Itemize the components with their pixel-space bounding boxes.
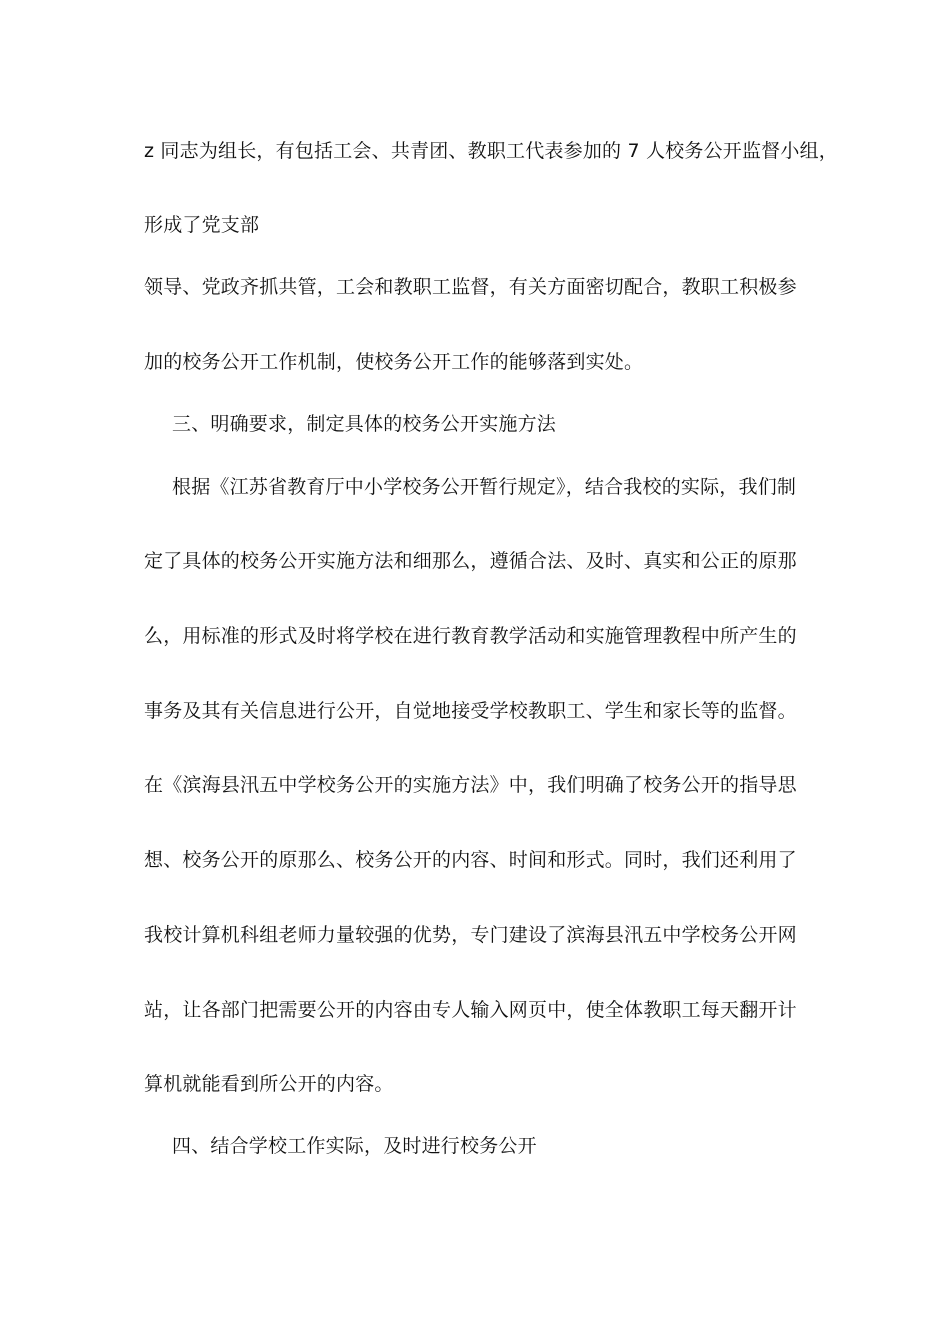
text-line-8: 么，用标准的形式及时将学校在进行教育教学活动和实施管理教程中所产生的 — [144, 625, 797, 647]
text-line-13: 站，让各部门把需要公开的内容由专人输入网页中，使全体教职工每天翻开计 — [144, 999, 797, 1021]
text-line-4: 加的校务公开工作机制，使校务公开工作的能够落到实处。 — [144, 351, 644, 373]
text-line-2: 形成了党支部 — [144, 214, 260, 236]
text-line-6: 根据《江苏省教育厅中小学校务公开暂行规定》，结合我校的实际，我们制 — [172, 476, 797, 498]
text-line-14: 算机就能看到所公开的内容。 — [144, 1073, 394, 1095]
text-line-9: 事务及其有关信息进行公开，自觉地接受学校教职工、学生和家长等的监督。 — [144, 700, 797, 722]
section-heading-4: 四、结合学校工作实际，及时进行校务公开 — [172, 1135, 537, 1157]
section-heading-3: 三、明确要求，制定具体的校务公开实施方法 — [172, 413, 557, 435]
text-line-10: 在《滨海县汛五中学校务公开的实施方法》中，我们明确了校务公开的指导思 — [144, 774, 797, 796]
text-line-12: 我校计算机科组老师力量较强的优势，专门建设了滨海县汛五中学校务公开网 — [144, 924, 797, 946]
text-line-3: 领导、党政齐抓共管，工会和教职工监督，有关方面密切配合，教职工积极参 — [144, 276, 797, 298]
text-line-11: 想、校务公开的原那么、校务公开的内容、时间和形式。同时，我们还利用了 — [144, 849, 797, 871]
text-line-1: z 同志为组长，有包括工会、共青团、教职工代表参加的 7 人校务公开监督小组， — [144, 140, 838, 162]
text-line-7: 定了具体的校务公开实施方法和细那么，遵循合法、及时、真实和公正的原那 — [144, 550, 797, 572]
